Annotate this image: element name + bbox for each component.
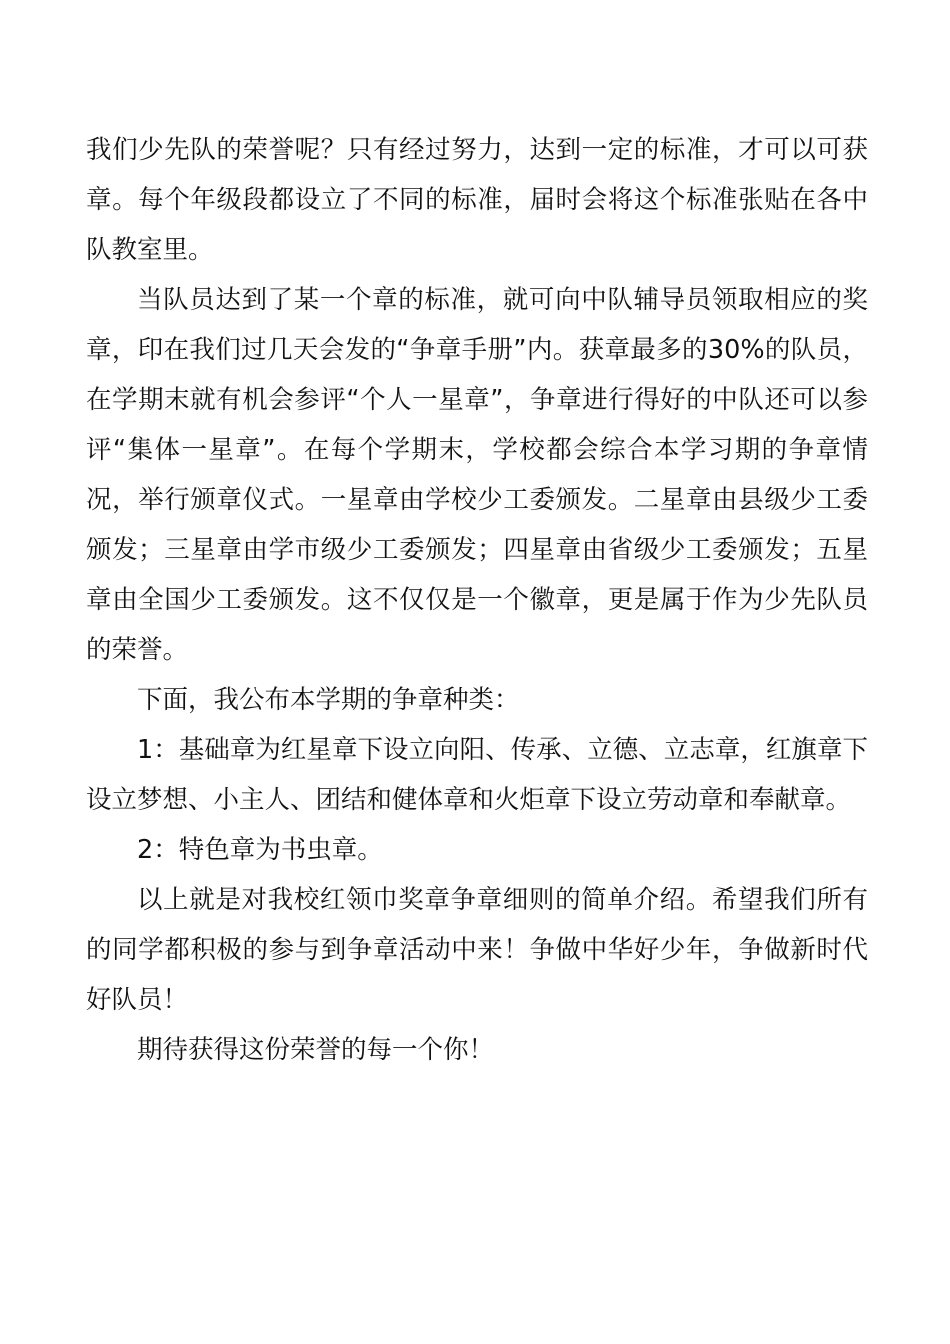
paragraph-award-process: 当队员达到了某一个章的标准，就可向中队辅导员领取相应的奖章，印在我们过几天会发的“争章手册”内。获章最多的30%的队员，在学期末就有机会参评“个人一星章”，争章进行得好的中队还可以参评“集体一星章”。在每个学期末，学校都会综合本学习期的争章情况，举行颁章仪式。一星章由学校少工委颁发。二星章由县级少工委颁发；三星章由学市级少工委颁发；四星章由省级少工委颁发；五星章由全国少工委颁发。这不仅仅是一个徽章，更是属于作为少先队员的荣誉。 [86,285,868,665]
paragraph-continuation: 我们少先队的荣誉呢？只有经过努力，达到一定的标准，才可以可获章。每个年级段都设立了不同的标准，届时会将这个标准张贴在各中队教室里。 [86,135,868,265]
paragraph-conclusion: 以上就是对我校红领巾奖章争章细则的简单介绍。希望我们所有的同学都积极的参与到争章活动中来！争做中华好少年，争做新时代好队员！ [86,885,868,1015]
document-body [86,125,868,1075]
paragraph-special-badge: 2：特色章为书虫章。 [137,835,383,865]
paragraph-basic-badges: 1：基础章为红星章下设立向阳、传承、立德、立志章，红旗章下设立梦想、小主人、团结和健体章和火炬章下设立劳动章和奉献章。 [86,735,868,815]
paragraph-announcement: 下面，我公布本学期的争章种类： [137,685,520,715]
paragraph-closing: 期待获得这份荣誉的每一个你！ [137,1035,495,1065]
